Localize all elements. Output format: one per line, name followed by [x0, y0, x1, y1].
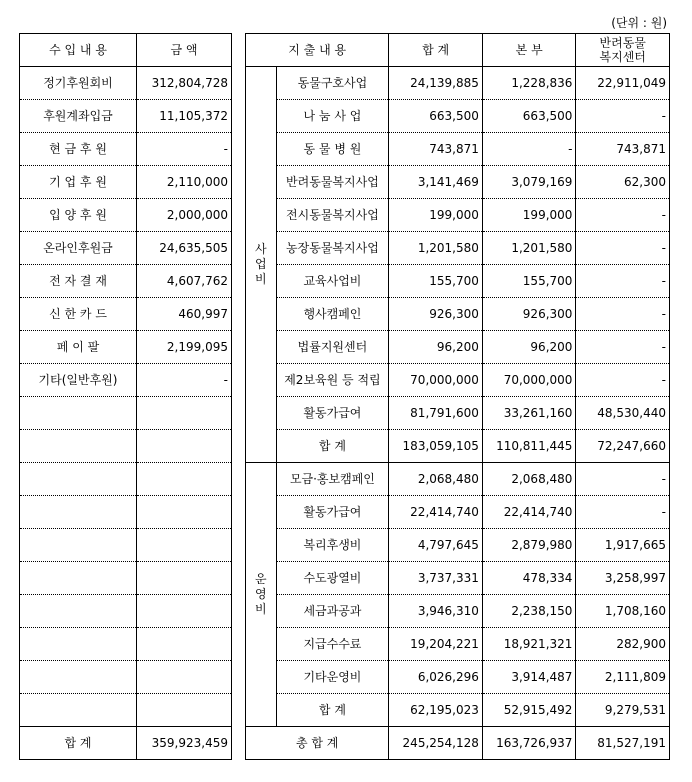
income-amount: [137, 397, 232, 430]
expense-total: 2,068,480: [389, 463, 483, 496]
income-row: [20, 364, 232, 397]
expense-group-label: 사 업 비: [246, 67, 277, 463]
expense-center: 48,530,440: [576, 397, 670, 430]
expense-center: 2,111,809: [576, 661, 670, 694]
expense-item: 지급수수료: [276, 628, 389, 661]
income-item: [20, 694, 137, 727]
expense-total: 743,871: [389, 133, 483, 166]
expense-row: [246, 67, 670, 100]
expense-total: 199,000: [389, 199, 483, 232]
income-item: [20, 562, 137, 595]
expense-total: 19,204,221: [389, 628, 483, 661]
expense-header-center: 반려동물 복지센터: [576, 34, 670, 67]
expense-row: [246, 661, 670, 694]
income-amount: [137, 562, 232, 595]
expense-hq: 22,414,740: [482, 496, 576, 529]
income-amount: [137, 628, 232, 661]
income-row: [20, 430, 232, 463]
income-header-item: 수 입 내 용: [20, 34, 137, 67]
expense-hq: 199,000: [482, 199, 576, 232]
expense-subtotal-row: [246, 430, 670, 463]
expense-item: 활동가급여: [276, 496, 389, 529]
income-item: 전 자 결 재: [20, 265, 137, 298]
expense-hq: 18,921,321: [482, 628, 576, 661]
income-total-label: 합 계: [20, 727, 137, 760]
income-amount: -: [137, 364, 232, 397]
expense-total: 926,300: [389, 298, 483, 331]
expense-total: 4,797,645: [389, 529, 483, 562]
income-item: 기 업 후 원: [20, 166, 137, 199]
expense-hq: 2,879,980: [482, 529, 576, 562]
expense-item: 교육사업비: [276, 265, 389, 298]
expense-item: 농장동물복지사업: [276, 232, 389, 265]
expense-total: 663,500: [389, 100, 483, 133]
income-row: [20, 100, 232, 133]
expense-subtotal-row: [246, 694, 670, 727]
expense-grand-total-center: 81,527,191: [576, 727, 670, 760]
income-item: [20, 430, 137, 463]
expense-center: 62,300: [576, 166, 670, 199]
income-amount: [137, 463, 232, 496]
income-row: [20, 694, 232, 727]
income-total-amount: 359,923,459: [137, 727, 232, 760]
expense-center: -: [576, 265, 670, 298]
expense-center: -: [576, 199, 670, 232]
income-item: [20, 397, 137, 430]
expense-header-row: [246, 34, 670, 67]
income-table: [19, 33, 232, 760]
expense-center: 1,708,160: [576, 595, 670, 628]
expense-header-item: 지 출 내 용: [246, 34, 389, 67]
income-row: [20, 265, 232, 298]
income-amount: 460,997: [137, 298, 232, 331]
expense-row: [246, 331, 670, 364]
income-amount: [137, 595, 232, 628]
income-row: [20, 562, 232, 595]
expense-item: 동물구호사업: [276, 67, 389, 100]
expense-hq: -: [482, 133, 576, 166]
income-amount: 24,635,505: [137, 232, 232, 265]
expense-total: 6,026,296: [389, 661, 483, 694]
income-amount: -: [137, 133, 232, 166]
expense-item: 모금·홍보캠페인: [276, 463, 389, 496]
expense-hq: 155,700: [482, 265, 576, 298]
income-row: [20, 595, 232, 628]
expense-hq: 96,200: [482, 331, 576, 364]
income-item: 현 금 후 원: [20, 133, 137, 166]
income-row: [20, 463, 232, 496]
expense-grand-total-label: 총 합 계: [246, 727, 389, 760]
expense-center: -: [576, 100, 670, 133]
expense-center: 22,911,049: [576, 67, 670, 100]
expense-hq: 926,300: [482, 298, 576, 331]
income-amount: [137, 496, 232, 529]
expense-item: 법률지원센터: [276, 331, 389, 364]
expense-total: 24,139,885: [389, 67, 483, 100]
income-amount: [137, 430, 232, 463]
income-item: [20, 496, 137, 529]
expense-row: [246, 166, 670, 199]
expense-row: [246, 562, 670, 595]
expense-hq: 478,334: [482, 562, 576, 595]
expense-grand-total-hq: 163,726,937: [482, 727, 576, 760]
expense-item: 나 눔 사 업: [276, 100, 389, 133]
expense-center: 72,247,660: [576, 430, 670, 463]
income-amount: 4,607,762: [137, 265, 232, 298]
expense-header-total: 합 계: [389, 34, 483, 67]
expense-item: 복리후생비: [276, 529, 389, 562]
expense-grand-total-row: [246, 727, 670, 760]
expense-hq: 52,915,492: [482, 694, 576, 727]
expense-total: 3,946,310: [389, 595, 483, 628]
income-row: [20, 67, 232, 100]
income-row: [20, 232, 232, 265]
expense-center: -: [576, 364, 670, 397]
expense-hq: 2,238,150: [482, 595, 576, 628]
expense-hq: 33,261,160: [482, 397, 576, 430]
expense-item: 활동가급여: [276, 397, 389, 430]
expense-hq: 1,228,836: [482, 67, 576, 100]
expense-header-hq: 본 부: [482, 34, 576, 67]
expense-group-label: 운 영 비: [246, 463, 277, 727]
expense-hq: 663,500: [482, 100, 576, 133]
expense-row: [246, 298, 670, 331]
expense-row: [246, 628, 670, 661]
income-amount: 11,105,372: [137, 100, 232, 133]
expense-center: -: [576, 298, 670, 331]
income-row: [20, 133, 232, 166]
expense-row: [246, 595, 670, 628]
income-item: 입 양 후 원: [20, 199, 137, 232]
income-item: [20, 628, 137, 661]
expense-item: 합 계: [276, 430, 389, 463]
income-row: [20, 628, 232, 661]
income-total-row: [20, 727, 232, 760]
expense-center: 1,917,665: [576, 529, 670, 562]
expense-total: 62,195,023: [389, 694, 483, 727]
expense-total: 3,141,469: [389, 166, 483, 199]
income-item: [20, 595, 137, 628]
income-item: 페 이 팔: [20, 331, 137, 364]
expense-hq: 110,811,445: [482, 430, 576, 463]
expense-hq: 3,914,487: [482, 661, 576, 694]
income-row: [20, 298, 232, 331]
income-item: 신 한 카 드: [20, 298, 137, 331]
expense-grand-total: 245,254,128: [389, 727, 483, 760]
income-row: [20, 397, 232, 430]
expense-row: [246, 265, 670, 298]
expense-item: 제2보육원 등 적립: [276, 364, 389, 397]
income-item: [20, 463, 137, 496]
income-amount: [137, 661, 232, 694]
income-amount: 2,000,000: [137, 199, 232, 232]
income-header-amount: 금 액: [137, 34, 232, 67]
income-item: [20, 529, 137, 562]
expense-row: [246, 199, 670, 232]
expense-row: [246, 463, 670, 496]
expense-hq: 70,000,000: [482, 364, 576, 397]
expense-item: 반려동물복지사업: [276, 166, 389, 199]
income-amount: 312,804,728: [137, 67, 232, 100]
expense-center: -: [576, 331, 670, 364]
income-item: 정기후원회비: [20, 67, 137, 100]
expense-row: [246, 100, 670, 133]
expense-center: 282,900: [576, 628, 670, 661]
expense-row: [246, 496, 670, 529]
expense-item: 합 계: [276, 694, 389, 727]
expense-hq: 3,079,169: [482, 166, 576, 199]
income-header-row: [20, 34, 232, 67]
expense-row: [246, 529, 670, 562]
expense-center: -: [576, 232, 670, 265]
expense-center: 9,279,531: [576, 694, 670, 727]
expense-total: 81,791,600: [389, 397, 483, 430]
expense-row: [246, 364, 670, 397]
income-item: 후원계좌입금: [20, 100, 137, 133]
income-amount: 2,110,000: [137, 166, 232, 199]
expense-center: -: [576, 463, 670, 496]
expense-center: 3,258,997: [576, 562, 670, 595]
income-row: [20, 331, 232, 364]
expense-row: [246, 133, 670, 166]
expense-total: 70,000,000: [389, 364, 483, 397]
income-row: [20, 199, 232, 232]
expense-item: 행사캠페인: [276, 298, 389, 331]
expense-total: 183,059,105: [389, 430, 483, 463]
income-amount: [137, 529, 232, 562]
income-item: 기타(일반후원): [20, 364, 137, 397]
income-item: [20, 661, 137, 694]
income-row: [20, 166, 232, 199]
expense-center: -: [576, 496, 670, 529]
income-row: [20, 496, 232, 529]
expense-row: [246, 397, 670, 430]
income-amount: 2,199,095: [137, 331, 232, 364]
income-row: [20, 529, 232, 562]
expense-total: 155,700: [389, 265, 483, 298]
expense-total: 96,200: [389, 331, 483, 364]
expense-item: 전시동물복지사업: [276, 199, 389, 232]
unit-label: (단위 : 원): [611, 16, 667, 30]
expense-total: 3,737,331: [389, 562, 483, 595]
expense-item: 기타운영비: [276, 661, 389, 694]
expense-total: 22,414,740: [389, 496, 483, 529]
income-row: [20, 661, 232, 694]
expense-center: 743,871: [576, 133, 670, 166]
expense-hq: 2,068,480: [482, 463, 576, 496]
expense-hq: 1,201,580: [482, 232, 576, 265]
expense-item: 수도광열비: [276, 562, 389, 595]
income-amount: [137, 694, 232, 727]
expense-item: 동 물 병 원: [276, 133, 389, 166]
income-item: 온라인후원금: [20, 232, 137, 265]
expense-total: 1,201,580: [389, 232, 483, 265]
expense-row: [246, 232, 670, 265]
expense-table: [245, 33, 670, 760]
expense-item: 세금과공과: [276, 595, 389, 628]
